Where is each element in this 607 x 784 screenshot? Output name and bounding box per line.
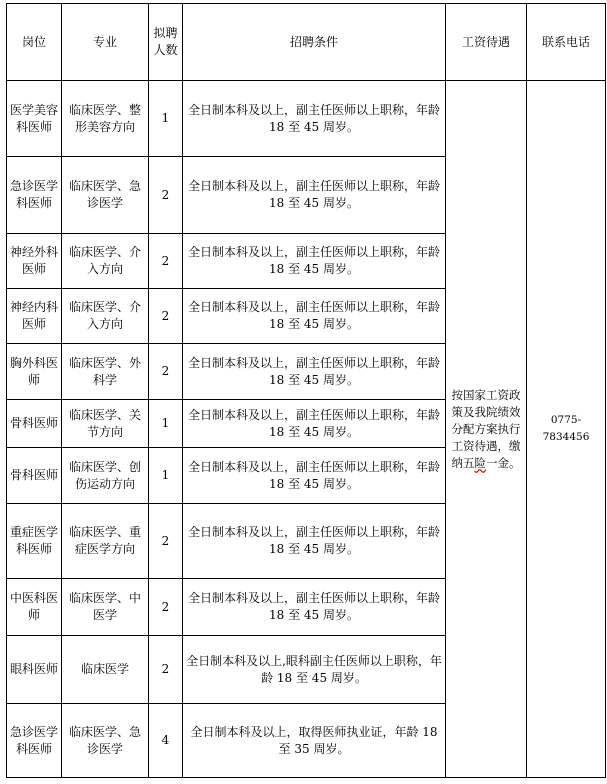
header-major: 专业 xyxy=(62,4,149,81)
condition-cell: 全日制本科及以上，取得医师执业证，年龄 18 至 35 周岁。 xyxy=(183,704,446,778)
header-wage: 工资待遇 xyxy=(446,4,527,81)
count-cell: 2 xyxy=(149,579,183,636)
post-cell: 急诊医学科医师 xyxy=(7,157,62,234)
condition-cell: 全日制本科及以上，副主任医师以上职称，年龄 18 至 45 周岁。 xyxy=(183,81,446,157)
wage-text-marked: 险 xyxy=(474,455,486,470)
condition-cell: 全日制本科及以上，副主任医师以上职称，年龄 18 至 45 周岁。 xyxy=(183,504,446,579)
post-cell: 眼科医师 xyxy=(7,636,62,704)
condition-cell: 全日制本科及以上，副主任医师以上职称，年龄 18 至 45 周岁。 xyxy=(183,289,446,344)
contact-phone: 0775-7834456 xyxy=(527,81,606,778)
major-cell: 临床医学、整形美容方向 xyxy=(62,81,149,157)
major-cell: 临床医学、介入方向 xyxy=(62,289,149,344)
wage-cell xyxy=(446,81,527,778)
wage-text-end: 一金。 xyxy=(486,455,521,470)
count-cell: 4 xyxy=(149,704,183,778)
header-condition: 招聘条件 xyxy=(183,4,446,81)
condition-cell: 全日制本科及以上，副主任医师以上职称，年龄 18 至 45 周岁。 xyxy=(183,400,446,448)
major-cell: 临床医学 xyxy=(62,636,149,704)
wage-text: 按国家工资政策及我院绩效分配方案执行工资待遇，缴纳五 xyxy=(451,387,521,470)
post-cell: 骨科医师 xyxy=(7,400,62,448)
condition-cell: 全日制本科及以上，副主任医师以上职称，年龄 18 至 45 周岁。 xyxy=(183,157,446,234)
count-cell: 2 xyxy=(149,344,183,400)
condition-cell: 全日制本科及以上，副主任医师以上职称，年龄 18 至 45 周岁。 xyxy=(183,234,446,289)
major-cell: 临床医学、中医学 xyxy=(62,579,149,636)
condition-cell: 全日制本科及以上，副主任医师以上职称，年龄 18 至 45 周岁。 xyxy=(183,579,446,636)
count-cell: 2 xyxy=(149,289,183,344)
post-cell: 中医科医师 xyxy=(7,579,62,636)
post-cell: 医学美容科医师 xyxy=(7,81,62,157)
header-post: 岗位 xyxy=(7,4,62,81)
count-cell: 1 xyxy=(149,400,183,448)
header-count: 拟聘人数 xyxy=(149,4,183,81)
post-cell: 急诊医学科医师 xyxy=(7,704,62,778)
post-cell: 重症医学科医师 xyxy=(7,504,62,579)
count-cell: 1 xyxy=(149,81,183,157)
count-cell: 2 xyxy=(149,504,183,579)
table-row xyxy=(7,81,606,157)
post-cell: 胸外科医师 xyxy=(7,344,62,400)
count-cell: 2 xyxy=(149,234,183,289)
major-cell: 临床医学、关节方向 xyxy=(62,400,149,448)
major-cell: 临床医学、介入方向 xyxy=(62,234,149,289)
condition-cell: 全日制本科及以上,眼科副主任医师以上职称，年龄 18 至 45 周岁。 xyxy=(183,636,446,704)
major-cell: 临床医学、外科学 xyxy=(62,344,149,400)
condition-cell: 全日制本科及以上，副主任医师以上职称，年龄 18 至 45 周岁。 xyxy=(183,448,446,504)
major-cell: 临床医学、急诊医学 xyxy=(62,704,149,778)
condition-cell: 全日制本科及以上，副主任医师以上职称，年龄 18 至 45 周岁。 xyxy=(183,344,446,400)
recruitment-table xyxy=(6,3,606,778)
count-cell: 2 xyxy=(149,157,183,234)
count-cell: 1 xyxy=(149,448,183,504)
post-cell: 骨科医师 xyxy=(7,448,62,504)
major-cell: 临床医学、急诊医学 xyxy=(62,157,149,234)
header-row xyxy=(7,4,606,81)
post-cell: 神经外科医师 xyxy=(7,234,62,289)
post-cell: 神经内科医师 xyxy=(7,289,62,344)
header-contact: 联系电话 xyxy=(527,4,606,81)
major-cell: 临床医学、重症医学方向 xyxy=(62,504,149,579)
count-cell: 2 xyxy=(149,636,183,704)
major-cell: 临床医学、创伤运动方向 xyxy=(62,448,149,504)
